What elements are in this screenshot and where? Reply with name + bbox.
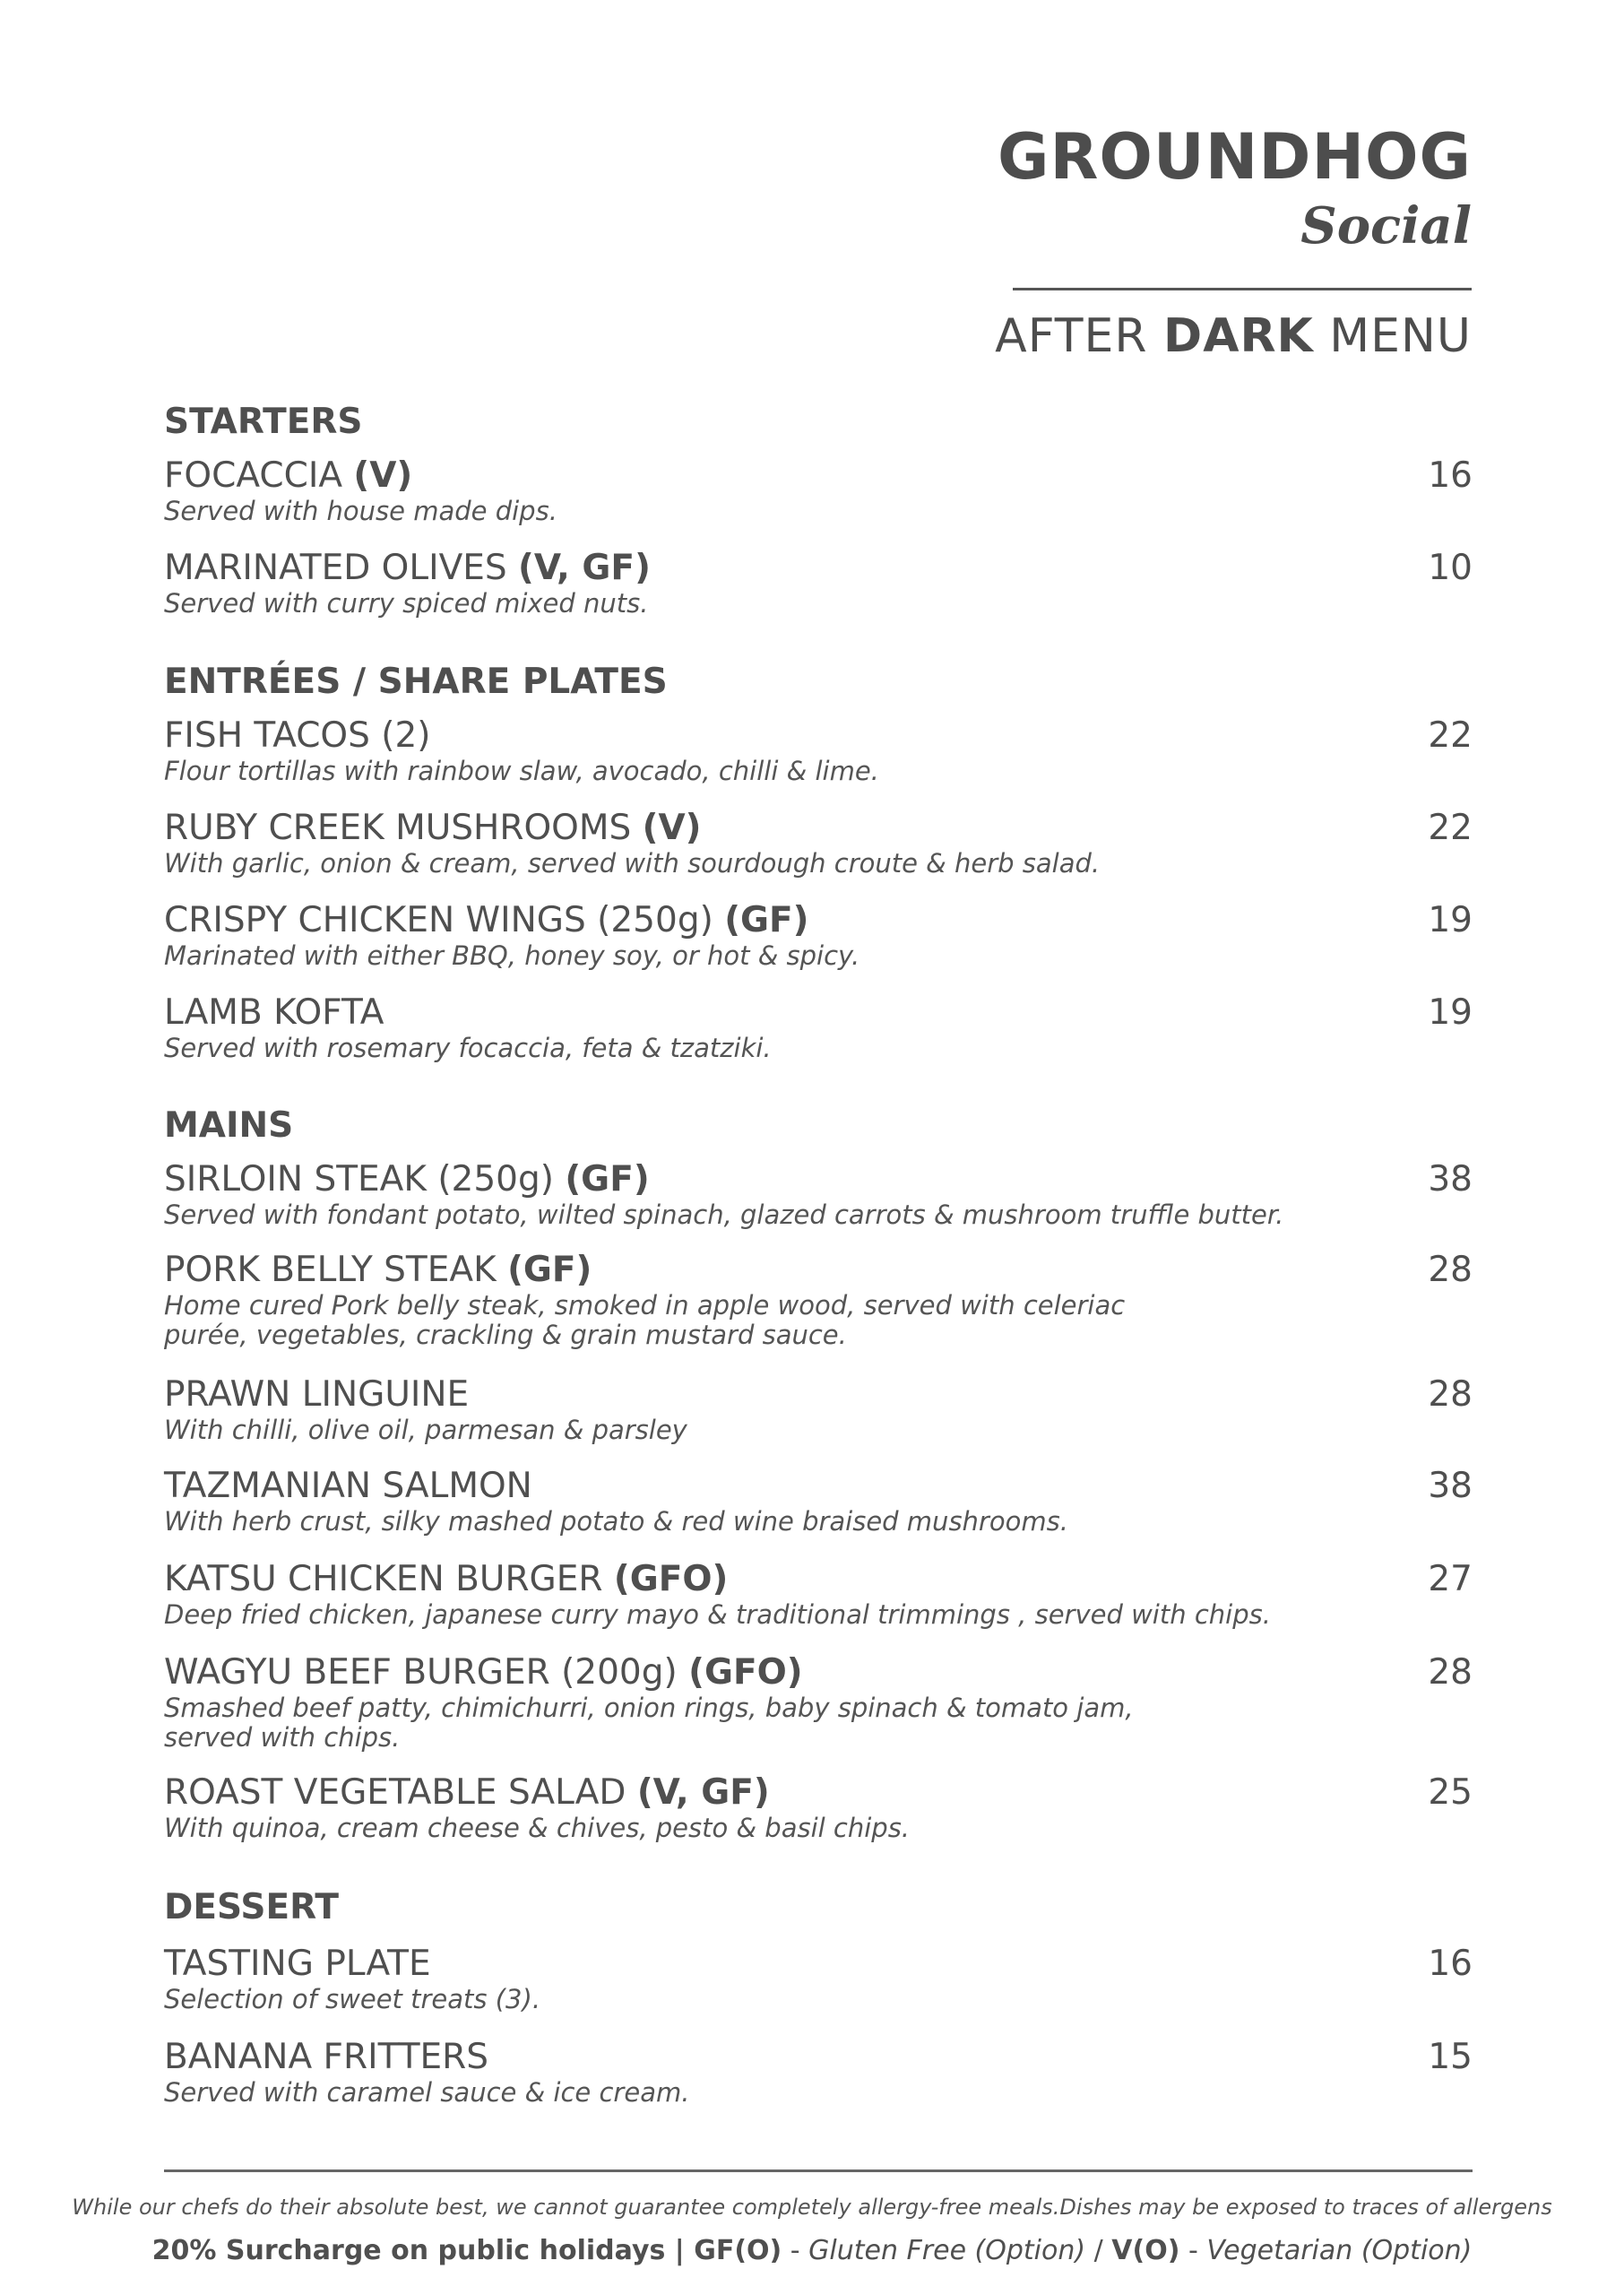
menu-item: [164, 1772, 1473, 1843]
item-name: WAGYU BEEF BURGER (200g) (GFO): [164, 1652, 803, 1693]
item-name: MARINATED OLIVES (V, GF): [164, 548, 651, 588]
item-name: TASTING PLATE: [164, 1944, 431, 1984]
item-price: 16: [1428, 455, 1473, 496]
menu-item: [164, 715, 1473, 786]
section-title-entrees: ENTRÉES / SHARE PLATES: [164, 662, 668, 702]
menu-item: [164, 808, 1473, 879]
item-price: 38: [1428, 1159, 1473, 1199]
item-description: Marinated with either BBQ, honey soy, or hot & spicy.: [164, 940, 860, 971]
item-description: Smashed beef patty, chimichurri, onion rings, baby spinach & tomato jam,: [164, 1693, 1134, 1723]
item-name: TAZMANIAN SALMON: [164, 1466, 532, 1506]
section-title-starters: STARTERS: [164, 402, 363, 442]
section-title-dessert: DESSERT: [164, 1887, 339, 1927]
menu-title-pre: AFTER: [995, 309, 1164, 363]
item-price: 25: [1428, 1772, 1473, 1813]
item-price: 28: [1428, 1374, 1473, 1415]
section-title-mains: MAINS: [164, 1105, 294, 1146]
item-name: BANANA FRITTERS: [164, 2037, 489, 2077]
item-price: 19: [1428, 900, 1473, 940]
menu-title-post: MENU: [1313, 309, 1472, 363]
item-name: SIRLOIN STEAK (250g) (GF): [164, 1159, 650, 1199]
item-price: 22: [1428, 808, 1473, 848]
menu-item: [164, 548, 1473, 619]
item-description: Served with rosemary focaccia, feta & tzatziki.: [164, 1033, 772, 1063]
item-description: With herb crust, silky mashed potato & red wine braised mushrooms.: [164, 1506, 1068, 1537]
item-description: Served with house made dips.: [164, 496, 557, 526]
menu-item: [164, 1250, 1473, 1350]
item-name: ROAST VEGETABLE SALAD (V, GF): [164, 1772, 770, 1813]
item-description: Served with caramel sauce & ice cream.: [164, 2077, 690, 2108]
item-description: Served with curry spiced mixed nuts.: [164, 588, 649, 619]
menu-item: [164, 1374, 1473, 1445]
item-price: 19: [1428, 992, 1473, 1033]
menu-item: [164, 2037, 1473, 2108]
item-description-line2: served with chips.: [164, 1722, 401, 1753]
item-description: With garlic, onion & cream, served with sourdough croute & herb salad.: [164, 848, 1101, 879]
item-price: 22: [1428, 715, 1473, 756]
menu-item: [164, 1559, 1473, 1630]
item-price: 15: [1428, 2037, 1473, 2077]
item-description: Home cured Pork belly steak, smoked in apple wood, served with celeriac: [164, 1290, 1126, 1321]
item-name: KATSU CHICKEN BURGER (GFO): [164, 1559, 729, 1599]
menu-item: [164, 1944, 1473, 2014]
brand-name: GROUNDHOG: [998, 120, 1472, 194]
item-name: LAMB KOFTA: [164, 992, 384, 1033]
menu-item: [164, 900, 1473, 971]
item-description: Served with fondant potato, wilted spinach, glazed carrots & mushroom truffle butter.: [164, 1199, 1284, 1230]
item-name: PORK BELLY STEAK (GF): [164, 1250, 592, 1290]
menu-title-bold: DARK: [1163, 309, 1314, 363]
item-description: Deep fried chicken, japanese curry mayo & traditional trimmings , served with chips.: [164, 1599, 1271, 1630]
item-name: PRAWN LINGUINE: [164, 1374, 470, 1415]
menu-item: [164, 455, 1473, 526]
item-price: 38: [1428, 1466, 1473, 1506]
item-price: 27: [1428, 1559, 1473, 1599]
allergy-disclaimer: While our chefs do their absolute best, we cannot guarantee completely allergy-free meals.Dishes may be exposed to traces of allergens: [72, 2195, 1552, 2220]
item-name: FISH TACOS (2): [164, 715, 431, 756]
brand-subtitle: Social: [1300, 196, 1472, 255]
menu-item: [164, 1159, 1473, 1230]
menu-item: [164, 1652, 1473, 1753]
item-price: 28: [1428, 1250, 1473, 1290]
item-description: With quinoa, cream cheese & chives, pesto & basil chips.: [164, 1813, 911, 1843]
item-price: 16: [1428, 1944, 1473, 1984]
menu-item: [164, 992, 1473, 1063]
footer-divider: [164, 2169, 1473, 2172]
item-price: 28: [1428, 1652, 1473, 1693]
item-name: FOCACCIA (V): [164, 455, 413, 496]
item-description: With chilli, olive oil, parmesan & parsley: [164, 1415, 687, 1445]
item-description-line2: purée, vegetables, crackling & grain mustard sauce.: [164, 1320, 847, 1350]
item-name: CRISPY CHICKEN WINGS (250g) (GF): [164, 900, 809, 940]
menu-title: [995, 309, 1472, 363]
item-description: Selection of sweet treats (3).: [164, 1984, 541, 2014]
header-divider: [1013, 288, 1472, 290]
surcharge-note: 20% Surcharge on public holidays | GF(O) - Gluten Free (Option) / V(O) - Vegetarian (Option): [151, 2235, 1473, 2266]
item-name: RUBY CREEK MUSHROOMS (V): [164, 808, 702, 848]
item-price: 10: [1428, 548, 1473, 588]
item-description: Flour tortillas with rainbow slaw, avocado, chilli & lime.: [164, 756, 879, 786]
brand-logo: [998, 120, 1472, 255]
menu-item: [164, 1466, 1473, 1537]
